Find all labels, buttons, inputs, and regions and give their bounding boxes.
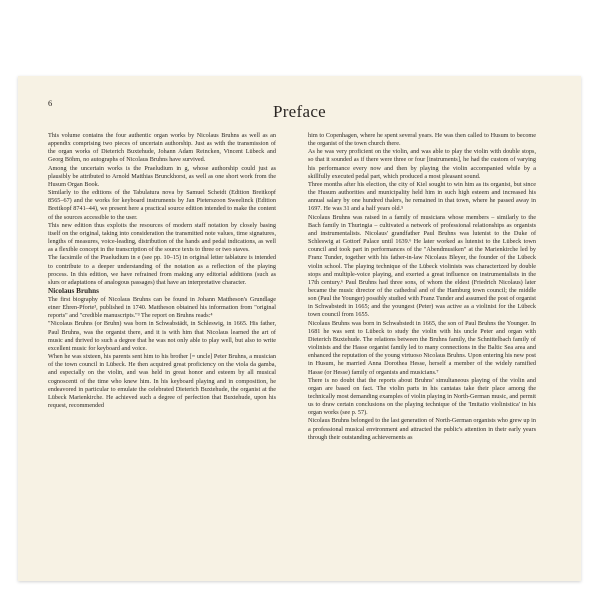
right-paragraph-2: As he was very proficient on the violin, and was able to play the violin with double stops, so that it sounded as if there were three or four [instruments], he had the custom of varying his performance every now and then by playing the violin accompanied while by a skillfully executed pedal part, which produced a most pleasant sound.: [308, 148, 536, 180]
intro-paragraph-1: This volume contains the four authentic organ works by Nicolaus Bruhns as well as an appendix comprising two pieces of uncertain authorship. Just as with the transmission of the organ works of Dieterich Buxtehude, Johann Adam Reincken, Vincent Lübeck and Georg Böhm, no autographs of Nicolaus Bruhns have survived.: [48, 132, 276, 164]
right-paragraph-3: Three months after his election, the city of Kiel sought to win him as its organist, but since the Husum authorities and municipality held him in such high esteem and increased his annual salary by one hundred thalers, he remained in that town, where he passed away in 1697. He was 31 and a half years old.⁵: [308, 180, 536, 213]
right-column: [308, 132, 536, 442]
right-paragraph-1: him to Copenhagen, where he spent several years. He was then called to Husum to become the organist of the town church there.: [308, 132, 536, 148]
right-paragraph-5: Nicolaus Bruhns was born in Schwabstedt in 1665, the son of Paul Bruhns the Younger. In 1681 he was sent to Lübeck to study the violin with his uncle Peter and organ with Dieterich Buxtehude. The relations between the Bruhns family, the Schnittelbach family of violinists and the Hasse organist family led to many connections in the Baltic Sea area and enhanced the reputation of the young virtuoso Nicolaus Bruhns. Upon entering his new post in Husum, he married Anna Dorothea Hesse, herself a member of the widely ramified Hasse (or Hesse) family of organists and musicians.⁷: [308, 319, 536, 376]
section-heading: Nicolaus Bruhns: [48, 286, 99, 295]
right-paragraph-6: There is no doubt that the reports about Bruhns' simultaneous playing of the violin and organ are based on fact. The violin parts in his cantatas take their place among the technically most demanding examples of violin playing in North-German music, and permit us to draw certain conclusions on the playing technique of the 'Imitatio violinistica' in his organ works (see p. 57).: [308, 376, 536, 417]
intro-paragraph-2: Among the uncertain works is the Praeludium in g, whose authorship could just as plausibly be attributed to Arnold Matthias Brunckhorst, as well as one short work from the Husum Organ Book.: [48, 164, 276, 188]
page-number: 6: [48, 98, 53, 108]
book-page: [18, 76, 581, 581]
section-paragraph-2: "Nicolaus Bruhns (or Bruhn) was born in Schwabstädt, in Schleswig, in 1665. His father, Paul Bruhns, was the organist there, and it is with him that Nicolaus learned the art of music and thrived to such a degree that he was not only able to play well, but also to write excellent music for keyboard and voice.: [48, 320, 276, 352]
left-column: [48, 132, 276, 410]
right-paragraph-4: Nicolaus Bruhns was raised in a family of musicians whose members – similarly to the Bach family in Thuringia – cultivated a network of professional relationships as organists and instrumentalists. Nicolaus' grandfather Paul Bruhns was lutenist to the Duke of Schleswig at Gottorf Palace until 1639.⁶ He later worked as lutenist to the Lübeck town council and took part in performances of the "Abendmusiken" at the Marienkirche led by Franz Tunder, together with his father-in-law Nicolaus Bleyer, the founder of the Lübeck violin school. The playing technique of the Lübeck violinists was characterized by double stops and multiple-voice playing, and exerted a great influence on instrumentalists in the 17th century.⁶ Paul Bruhns had three sons, of whom the eldest (Friedrich Nicolaus) later became the music director of the cathedral and of the Hamburg town council; the middle son (Paul the Younger) possibly studied with Franz Tunder and assumed the post of organist in Schwabstedt in 1665; and the youngest (Peter) was active as a violinist for the Lübeck town council from 1655.: [308, 213, 536, 319]
intro-paragraph-4: This new edition thus exploits the resources of modern staff notation by closely basing itself on the original, taking into consideration the transmitted note values, time signatures, lengths of measures, voice-leading, distribution of the hands and pedal indications, as well as a flexible concept in the transcription of the source texts to three or two staves.: [48, 221, 276, 254]
intro-paragraph-3: Similarly to the editions of the Tabulatura nova by Samuel Scheidt (Edition Breitkopf 8565–67) and the works for keyboard instruments by Jan Pieterszoon Sweelinck (Edition Breitkopf 8741–44), we present here a practical source edition intended to make the content of the sources accessible to the user.: [48, 189, 276, 221]
section-paragraph-3: When he was sixteen, his parents sent him to his brother [= uncle] Peter Bruhns, a musician of the town council in Lübeck. He then acquired great proficiency on the viola da gamba, and especially on the violin, and was held in great honor and esteem by all musical cognoscenti of the time who knew him. In his keyboard playing and in composition, he endeavored in particular to emulate the celebrated Dieterich Buxtehude, the organist at the Lübeck Marienkirche. He achieved such a degree of perfection that Buxtehude, upon his request, recommended: [48, 353, 276, 409]
right-paragraph-7: Nicolaus Bruhns belonged to the last generation of North-German organists who grew up in a professional musical environment and attracted the public's attention in their early years through their outstanding achievements as: [308, 417, 536, 441]
intro-paragraph-5: The facsimile of the Praeludium in e (see pp. 10–15) in original letter tablature is intended to contribute to a deeper understanding of the notation as a reflection of the playing process. In this edition, we have refrained from making any editorial additions (such as slurs or adaptations of analogous passages) that have an interpretative character.: [48, 254, 276, 286]
section-paragraph-1: The first biography of Nicolaus Bruhns can be found in Johann Mattheson's Grundlage einer Ehren-Pforte³, published in 1740. Mattheson obtained his information from "original reports" and "credible manuscripts."³ The report on Bruhns reads:⁴: [48, 295, 276, 320]
page-title: Preface: [272, 102, 327, 121]
